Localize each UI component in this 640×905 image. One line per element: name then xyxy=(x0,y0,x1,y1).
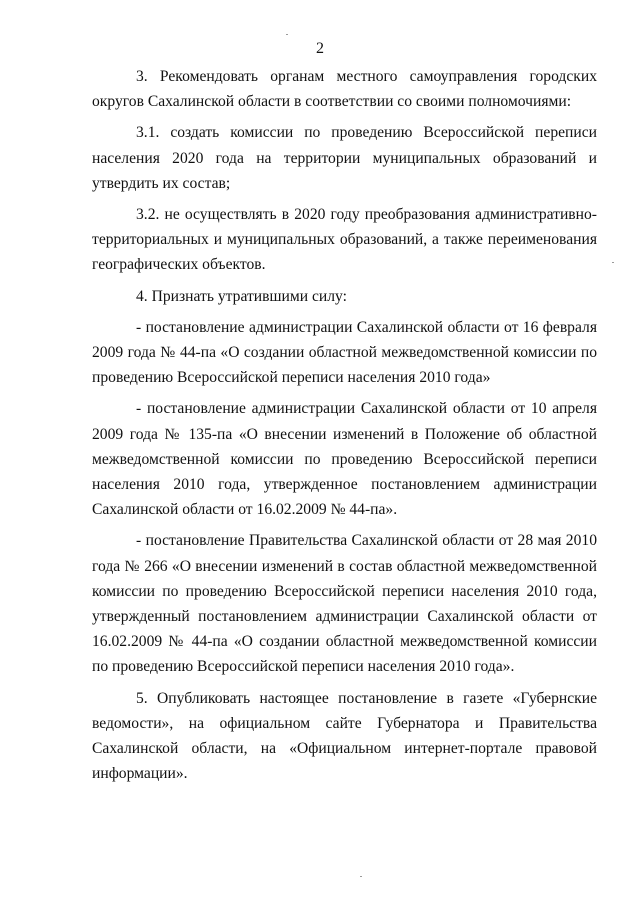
paragraph-4-item-3: - постановление Правительства Сахалинской области от 28 мая 2010 года № 266 «О внесении изменений в состав областной межведомственной комиссии по проведению Всероссийской переписи населения 2010 года, утвержденный постановлением администрации Сахалинской области от 16.02.2009 № 44-па «О создании областной межведомственной комиссии по проведению Всероссийской переписи населения 2010 года». xyxy=(92,532,597,676)
paragraph-3-2: 3.2. не осуществлять в 2020 году преобразования административно-территориальных и муниципальных образований, а также переименования географических объектов. xyxy=(92,206,597,274)
paragraph-5: 5. Опубликовать настоящее постановление в газете «Губернские ведомости», на официальном сайте Губернатора и Правительства Сахалинской области, на «Официальном интернет-портале правовой информации». xyxy=(92,689,597,783)
scan-speck xyxy=(612,262,614,263)
paragraph-4: 4. Признать утратившими силу: xyxy=(136,287,347,305)
scan-speck xyxy=(360,876,362,877)
paragraph-3: 3. Рекомендовать органам местного самоуправления городских округов Сахалинской области в соответствии со своими полномочиями: xyxy=(92,68,597,111)
paragraph-3-1: 3.1. создать комиссии по проведению Всероссийской переписи населения 2020 года на территории муниципальных образований и утвердить их состав; xyxy=(92,124,597,192)
page-number: 2 xyxy=(316,40,324,57)
scan-speck xyxy=(286,34,288,35)
paragraph-4-item-1: - постановление администрации Сахалинской области от 16 февраля 2009 года № 44-па «О создании областной межведомственной комиссии по проведению Всероссийской переписи населения 2010 года» xyxy=(92,318,597,387)
document-body xyxy=(92,64,597,786)
paragraph-4-item-2: - постановление администрации Сахалинской области от 10 апреля 2009 года № 135-па «О внесении изменений в Положение об областной межведомственной комиссии по проведению Всероссийской переписи населения 2010 года, утвержденное постановлением администрации Сахалинской области от 16.02.2009 № 44-па». xyxy=(92,400,597,519)
